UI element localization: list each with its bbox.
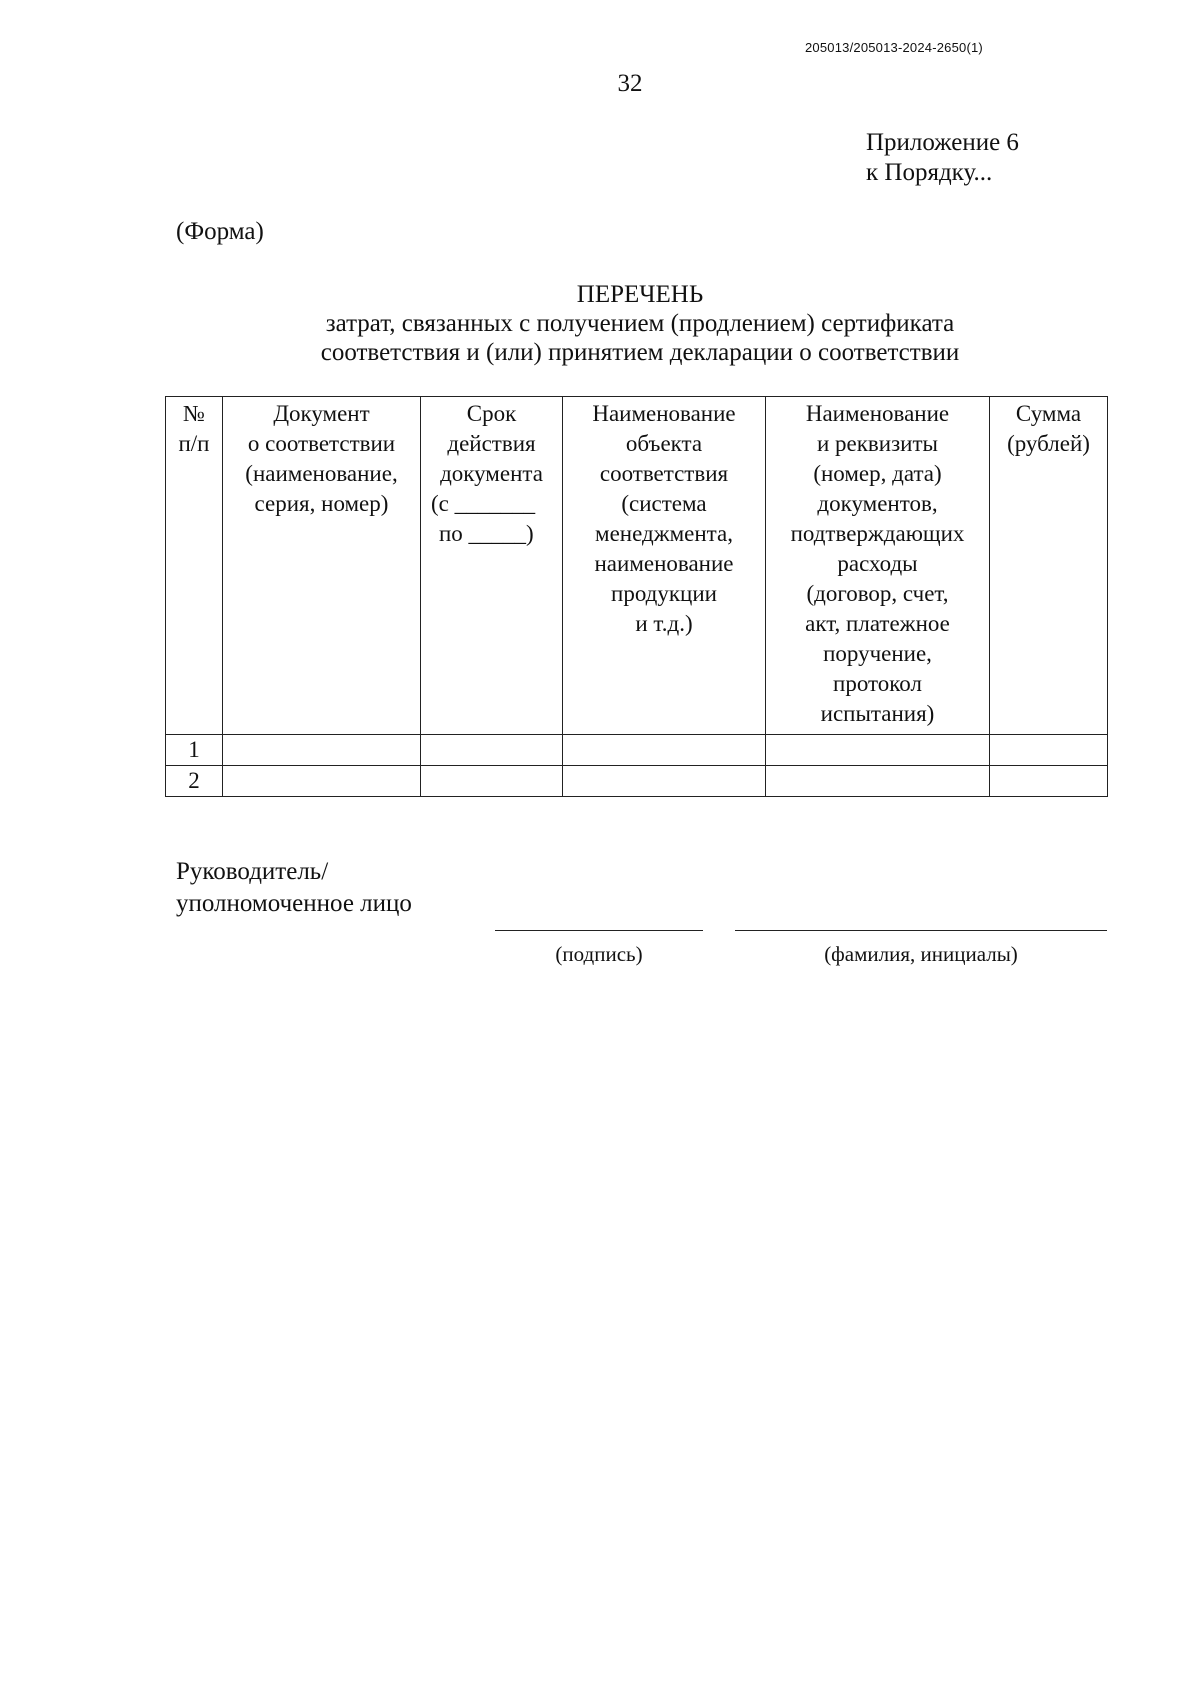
appendix-line-2: к Порядку... — [866, 159, 993, 186]
document-title — [240, 280, 1040, 367]
table-row — [166, 766, 1108, 797]
signer-line-2: уполномоченное лицо — [176, 890, 412, 917]
table-cell — [766, 766, 990, 797]
table-header-row — [166, 397, 1108, 735]
page-number: 32 — [617, 70, 643, 97]
appendix-line-1: Приложение 6 — [866, 129, 1019, 156]
header-amount: Сумма (рублей) — [990, 397, 1108, 735]
document-id: 205013/205013-2024-2650(1) — [805, 40, 983, 55]
row-number-cell: 1 — [166, 735, 223, 766]
signature-line — [495, 930, 703, 931]
form-label: (Форма) — [176, 218, 264, 245]
title-heading: ПЕРЕЧЕНЬ — [576, 281, 704, 308]
header-conformity-document: Документ о соответствии (наименование, серия, номер) — [223, 397, 421, 735]
title-subline-2: соответствия и (или) принятием декларации о соответствии — [320, 339, 960, 366]
table-cell — [223, 766, 421, 797]
name-line — [735, 930, 1107, 931]
table-cell — [223, 735, 421, 766]
title-subline-1: затрат, связанных с получением (продлением) сертификата — [325, 310, 955, 337]
table-row — [166, 735, 1108, 766]
table-cell — [563, 735, 766, 766]
header-conformity-object: Наименование объекта соответствия (система менеджмента, наименование продукции и т.д.) — [563, 397, 766, 735]
header-number: № п/п — [166, 397, 223, 735]
name-caption: (фамилия, инициалы) — [824, 942, 1018, 966]
table-cell — [563, 766, 766, 797]
header-supporting-documents: Наименование и реквизиты (номер, дата) документов, подтверждающих расходы (договор, счет, акт, платежное поручение, протокол испытания) — [766, 397, 990, 735]
table-cell — [990, 735, 1108, 766]
signer-line-1: Руководитель/ — [176, 858, 329, 885]
row-number-cell: 2 — [166, 766, 223, 797]
appendix-reference — [866, 128, 1106, 188]
table-cell — [421, 735, 563, 766]
signer-title — [176, 856, 412, 920]
table-cell — [990, 766, 1108, 797]
signature-caption: (подпись) — [555, 942, 643, 966]
header-validity-period: Срок действия документа (с _______ по _____) — [421, 397, 563, 735]
table-cell — [421, 766, 563, 797]
expense-table — [165, 396, 1108, 797]
table-cell — [766, 735, 990, 766]
